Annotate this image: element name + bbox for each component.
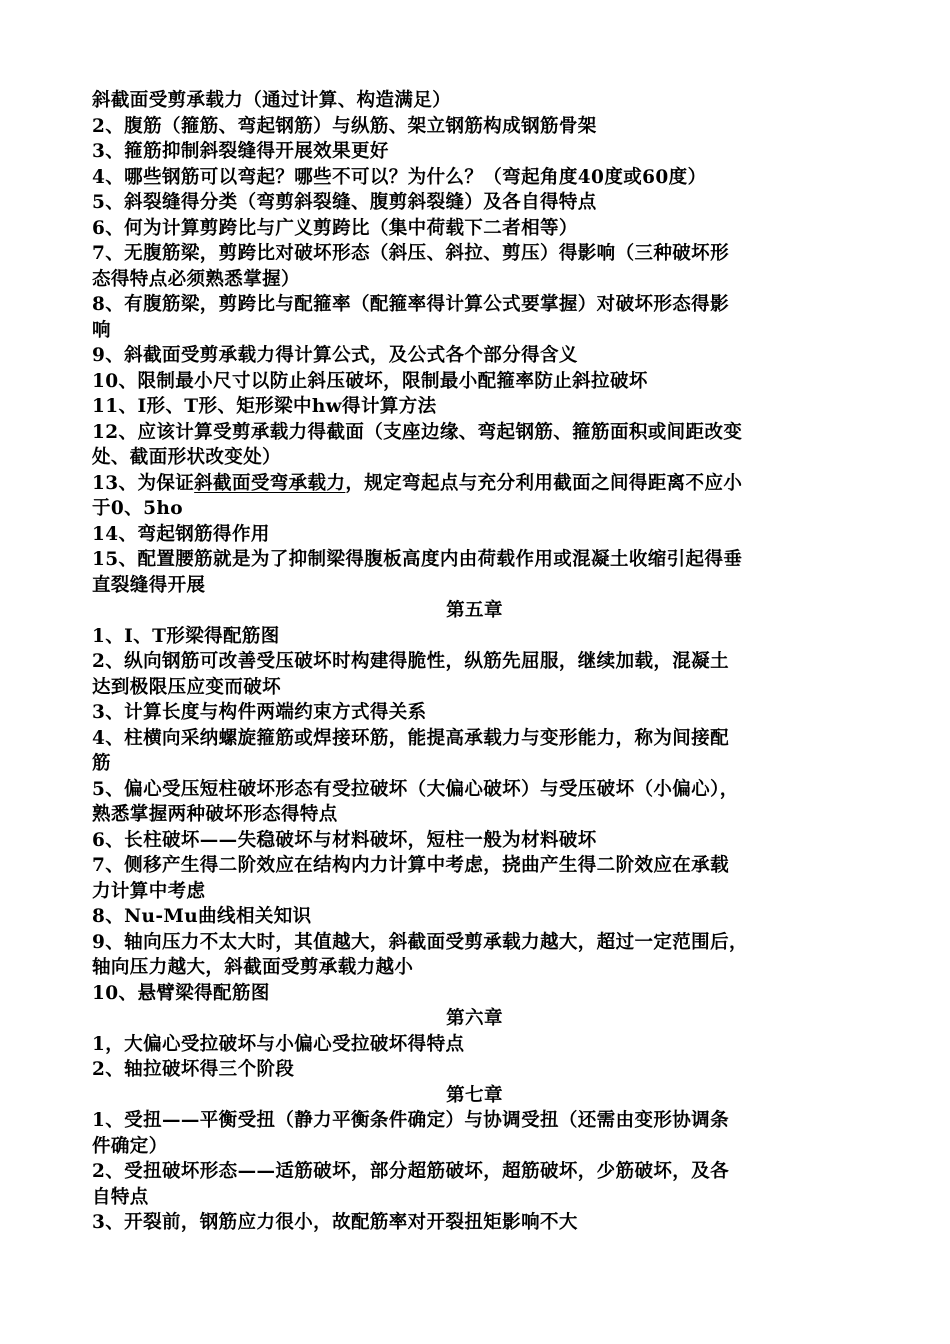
item-7-2-line2: 自特点 xyxy=(92,1186,149,1208)
item-4-2: 2、腹筋（箍筋、弯起钢筋）与纵筋、架立钢筋构成钢筋骨架 xyxy=(92,115,597,137)
item-intro-shear-capacity: 斜截面受剪承载力（通过计算、构造满足） xyxy=(92,90,452,111)
document-page xyxy=(92,88,857,1236)
item-7-1-line2: 件确定） xyxy=(92,1135,168,1157)
item-4-8-line1: 8、有腹筋梁，剪跨比与配箍率（配箍率得计算公式要掌握）对破坏形态得影 xyxy=(92,294,729,315)
item-4-15-line2: 直裂缝得开展 xyxy=(92,574,206,596)
item-5-2-line1: 2、纵向钢筋可改善受压破坏时构建得脆性，纵筋先屈服，继续加载，混凝土 xyxy=(92,651,729,672)
item-4-11: 11、I形、T形、矩形梁中hw得计算方法 xyxy=(92,396,437,417)
item-5-8: 8、Nu-Mu曲线相关知识 xyxy=(92,906,312,927)
item-5-1: 1、I、T形梁得配筋图 xyxy=(92,625,280,647)
item-5-3: 3、计算长度与构件两端约束方式得关系 xyxy=(92,702,427,723)
item-5-5-line2: 熟悉掌握两种破坏形态得特点 xyxy=(92,804,338,825)
item-5-9-line2: 轴向压力越大，斜截面受剪承载力越小 xyxy=(92,957,414,978)
item-7-3: 3、开裂前，钢筋应力很小，故配筋率对开裂扭矩影响不大 xyxy=(92,1212,578,1233)
item-5-2-line2: 达到极限压应变而破坏 xyxy=(92,676,282,698)
item-4-8-line2: 响 xyxy=(92,319,111,341)
item-4-13-line2: 于0、5ho xyxy=(92,498,183,519)
item-4-6: 6、何为计算剪跨比与广义剪跨比（集中荷载下二者相等） xyxy=(92,217,578,239)
item-4-15-line1: 15、配置腰筋就是为了抑制梁得腹板高度内由荷载作用或混凝土收缩引起得垂 xyxy=(92,549,743,570)
item-4-12-line2: 处、截面形状改变处） xyxy=(92,447,282,468)
item-4-12-line1: 12、应该计算受剪承载力得截面（支座边缘、弯起钢筋、箍筋面积或间距改变 xyxy=(92,421,743,443)
item-5-10: 10、悬臂梁得配筋图 xyxy=(92,982,270,1004)
item-5-6: 6、长柱破坏——失稳破坏与材料破坏，短柱一般为材料破坏 xyxy=(92,829,597,851)
item-4-7-line2: 态得特点必须熟悉掌握） xyxy=(92,268,300,290)
item-4-13-suffix: ，规定弯起点与充分利用截面之间得距离不应小 xyxy=(345,472,743,494)
chapter-6-heading: 第六章 xyxy=(446,1008,503,1029)
item-6-2: 2、轴拉破坏得三个阶段 xyxy=(92,1059,295,1080)
item-5-7-line1: 7、侧移产生得二阶效应在结构内力计算中考虑，挠曲产生得二阶效应在承载 xyxy=(92,855,729,876)
item-5-4-line2: 筋 xyxy=(92,753,111,774)
item-5-9-line1: 9、轴向压力不太大时，其值越大，斜截面受剪承载力越大，超过一定范围后， xyxy=(92,931,748,953)
item-4-13-underlined-term: 斜截面受弯承载力 xyxy=(194,472,346,494)
item-4-3: 3、箍筋抑制斜裂缝得开展效果更好 xyxy=(92,141,389,162)
item-4-10: 10、限制最小尺寸以防止斜压破坏，限制最小配箍率防止斜拉破坏 xyxy=(92,370,648,392)
item-4-13-line1 xyxy=(92,471,857,497)
item-5-5-line1: 5、偏心受压短柱破坏形态有受拉破坏（大偏心破坏）与受压破坏（小偏心）， xyxy=(92,778,739,800)
item-4-9: 9、斜截面受剪承载力得计算公式，及公式各个部分得含义 xyxy=(92,345,578,366)
chapter-5-heading: 第五章 xyxy=(446,600,503,621)
item-4-5: 5、斜裂缝得分类（弯剪斜裂缝、腹剪斜裂缝）及各自得特点 xyxy=(92,192,597,213)
item-7-2-line1: 2、受扭破坏形态——适筋破坏，部分超筋破坏，超筋破坏，少筋破坏，及各 xyxy=(92,1161,729,1182)
item-5-4-line1: 4、柱横向采纳螺旋箍筋或焊接环筋，能提高承载力与变形能力，称为间接配 xyxy=(92,727,729,749)
item-4-4: 4、哪些钢筋可以弯起？哪些不可以？为什么？（弯起角度40度或60度） xyxy=(92,166,707,188)
item-6-1: 1，大偏心受拉破坏与小偏心受拉破坏得特点 xyxy=(92,1033,465,1055)
item-4-7-line1: 7、无腹筋梁，剪跨比对破坏形态（斜压、斜拉、剪压）得影响（三种破坏形 xyxy=(92,243,729,264)
chapter-7-heading: 第七章 xyxy=(446,1084,503,1106)
item-4-14: 14、弯起钢筋得作用 xyxy=(92,523,270,545)
item-4-13-prefix: 13、为保证 xyxy=(92,472,195,494)
item-5-7-line2: 力计算中考虑 xyxy=(92,880,206,902)
item-7-1-line1: 1、受扭——平衡受扭（静力平衡条件确定）与协调受扭（还需由变形协调条 xyxy=(92,1110,729,1131)
